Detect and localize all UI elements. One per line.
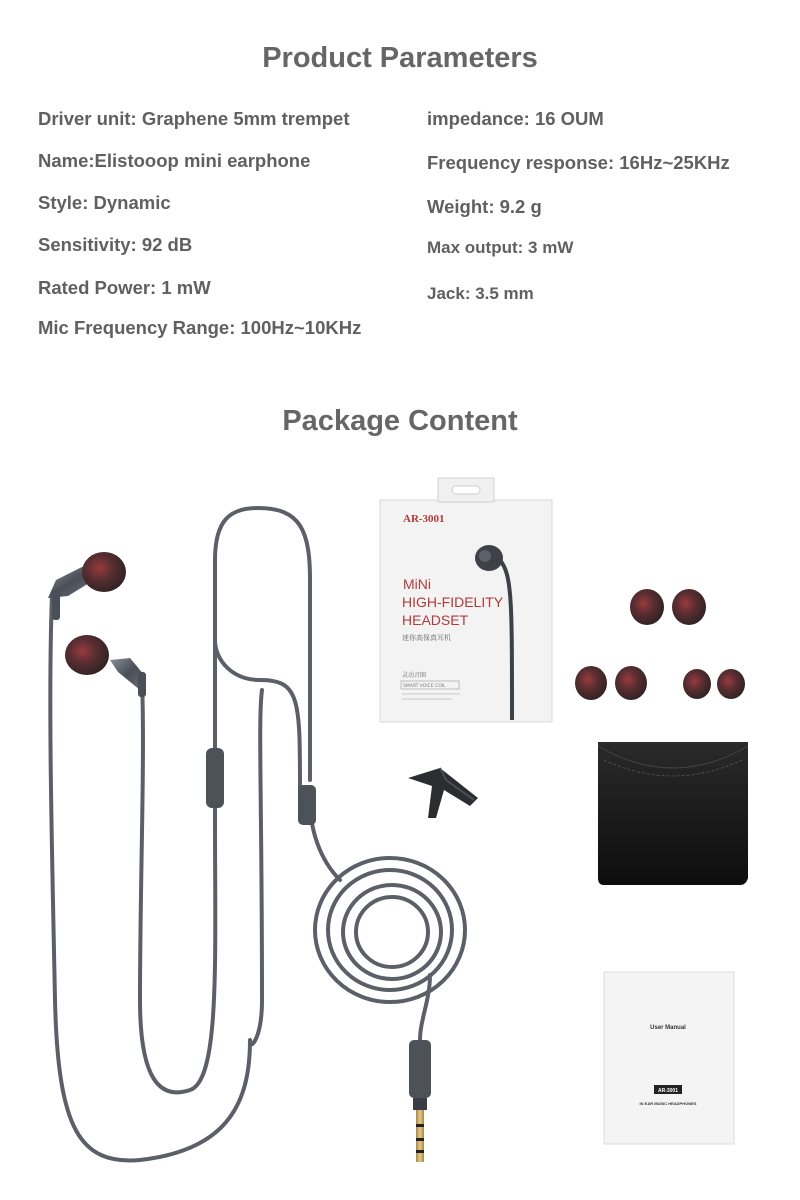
param-impedance: impedance: 16 OUM [427,108,604,129]
box-cn-sub: 迷你高保真耳机 [402,634,451,642]
box-line2: HIGH-FIDELITY [402,594,504,610]
package-content-title: Package Content [282,405,518,437]
param-frequency-response: Frequency response: 16Hz~25KHz [427,152,730,173]
manual-title: User Manual [650,1025,686,1031]
right-earbud [65,635,146,697]
param-name: Name:Elistooop mini earphone [38,150,311,171]
storage-pouch [598,742,748,885]
splitter [298,785,316,825]
audio-jack [409,1040,431,1162]
cable-clip [408,768,478,818]
param-rated-power: Rated Power: 1 mW [38,277,211,298]
box-feature-en: SMART VOICE COIL [403,684,446,689]
spare-eartips [575,589,745,700]
param-mic-frequency: Mic Frequency Range: 100Hz~10KHz [38,317,362,338]
product-parameters-title: Product Parameters [262,42,538,74]
param-style: Style: Dynamic [38,192,171,213]
param-weight: Weight: 9.2 g [427,196,542,217]
param-sensitivity: Sensitivity: 92 dB [38,234,193,255]
box-model: AR-3001 [403,513,445,525]
box-line3: HEADSET [402,612,469,628]
box-cn-feature: 灵动音圈 [402,672,427,679]
param-driver-unit: Driver unit: Graphene 5mm trempet [38,108,350,129]
left-earbud [48,552,126,620]
mic-housing [206,748,224,808]
manual-subtitle: IN EAR MUSIC HEADPHONES [639,1101,697,1106]
param-max-output: Max output: 3 mW [427,238,574,257]
param-jack: Jack: 3.5 mm [427,284,534,303]
user-manual [604,972,734,1144]
manual-model: AR-3001 [657,1088,679,1094]
box-line1: MiNi [403,576,431,592]
